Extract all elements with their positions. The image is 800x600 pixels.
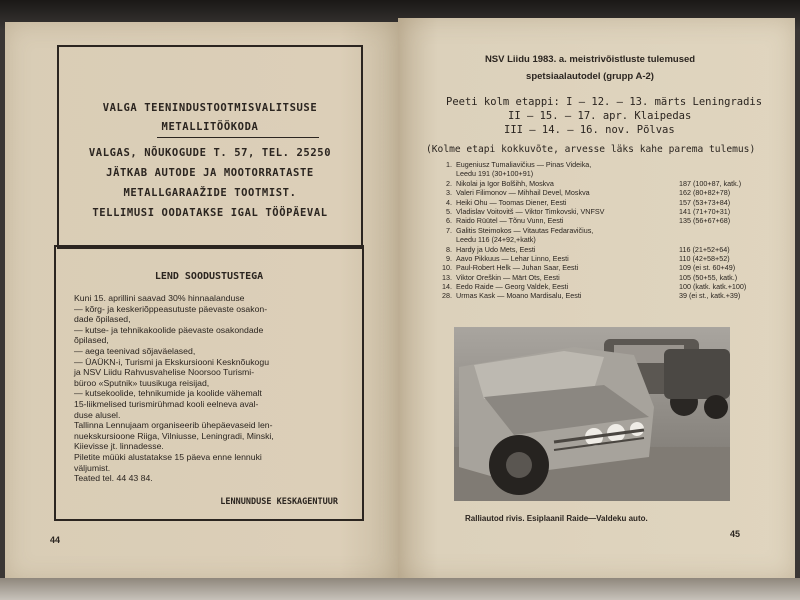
result-row [436, 273, 736, 282]
stages-list [446, 95, 762, 137]
result-crew: Paul-Robert Helk — Juhan Saar, Eesti [456, 263, 579, 273]
results-note: (Kolme etapi kokkuvõte, arvesse läks kahe parema tulemus) [426, 144, 756, 155]
result-place: 14. [442, 282, 452, 292]
result-crew: Leedu 191 (30+100+91) [456, 169, 534, 179]
ad2-body-line: väljumist. [74, 462, 111, 473]
results-title: NSV Liidu 1983. a. meistrivõistluste tulemused [484, 54, 696, 65]
result-crew: Aavo Pikkuus — Lehar Linno, Eesti [456, 253, 569, 263]
result-row [436, 160, 736, 169]
result-pts: 141 (71+70+31) [679, 206, 731, 216]
ad1-line-2: METALLITÖÖKODA [161, 121, 259, 133]
result-crew: Eugeniusz Tumaliavičius — Pinas Videika, [456, 160, 592, 169]
result-pts: 157 (53+73+84) [679, 197, 731, 207]
result-row [436, 291, 741, 301]
result-pts: 162 (80+82+78) [679, 188, 731, 198]
ad2-body-line: — kutsekoolide, tehnikumide ja koolide vähemalt [74, 388, 262, 399]
result-place: 8. [446, 244, 452, 254]
result-crew: Nikolai ja Igor Bolšihh, Moskva [456, 178, 554, 188]
result-row [436, 188, 736, 197]
valga-workshop-ad [57, 45, 363, 249]
result-crew: Raido Rüütel — Tõnu Vunn, Eesti [456, 216, 564, 226]
result-pts: 109 (ei st. 60+49) [679, 263, 736, 273]
ad2-body-line: nuekskursioone Riiga, Vilniusse, Leningradi, Minski, [74, 430, 274, 441]
result-pts: 110 (42+58+52) [679, 253, 730, 263]
table-surface [0, 578, 800, 600]
ad2-signature: LENNUNDUSE KESKAGENTUUR [220, 497, 338, 507]
stage-3: III — 14. — 16. nov. Põlvas [504, 124, 675, 136]
result-crew: Viktor Oreškin — Märt Ots, Eesti [456, 272, 560, 282]
result-crew: Eedo Raide — Georg Valdek, Eesti [456, 282, 569, 292]
result-pts: 187 (100+87, katk.) [679, 178, 742, 188]
result-place: 7. [446, 225, 452, 235]
ad2-body-line: — aega teenivad sõjaväelased, [74, 345, 196, 356]
ad2-body-line: 15-liikmelised turismirühmad kooli eelneva aval- [74, 398, 259, 409]
ad2-body-line: — ÜAÜKN-i, Turismi ja Ekskursiooni Kesknõukogu [74, 356, 270, 367]
result-place: 10. [442, 263, 452, 273]
result-pts: 39 (ei st., katk.+39) [679, 291, 741, 301]
ad2-body-line: — kõrg- ja keskeriõppeasutuste päevaste osakon- [74, 303, 268, 314]
result-crew: Valeri Filimonov — Mihhail Devel, Moskva [456, 188, 590, 198]
result-crew: Vladislav Voitovitš — Viktor Timkovski, VNFSV [456, 206, 605, 216]
ad2-body-line: ja NSV Liidu Rahvusvahelise Noorsoo Turismi- [74, 367, 255, 378]
result-pts: 116 (21+52+64) [679, 244, 730, 254]
ad1-line-4: JÄTKAB AUTODE JA MOOTORRATASTE [106, 167, 314, 179]
result-row [436, 178, 742, 188]
ad2-body-line: õpilased, [74, 335, 109, 346]
result-row [436, 226, 736, 235]
result-place: 6. [446, 216, 452, 226]
result-place: 1. [446, 160, 452, 169]
ad2-body-line: Teated tel. 44 43 84. [74, 473, 153, 484]
ad1-line-6: TELLIMUSI OODATAKSE IGAL TÖÖPÄEVAL [92, 207, 328, 219]
result-row [436, 282, 747, 292]
result-row [436, 169, 736, 178]
ad1-line-1: VALGA TEENINDUSTOOTMISVALITSUSE [102, 102, 318, 114]
result-crew: Hardy ja Udo Mets, Eesti [456, 244, 536, 254]
result-row [436, 198, 736, 207]
ad2-title: LEND SOODUSTUSTEGA [154, 271, 264, 282]
right-page-number: 45 [730, 529, 741, 539]
result-crew: Heiki Ohu — Toomas Diener, Eesti [456, 197, 567, 207]
ad1-divider [157, 137, 319, 138]
photo-caption: Ralliautod rivis. Esiplaanil Raide—Valdeku auto. [465, 514, 648, 523]
result-row [436, 245, 736, 254]
stage-2: II — 15. — 17. apr. Klaipedas [508, 110, 692, 122]
ad2-body-line: Kuni 15. aprillini saavad 30% hinnaalanduse [74, 293, 245, 303]
result-row [436, 254, 736, 263]
result-crew: Urmas Kask — Moano Mardisalu, Eesti [456, 291, 582, 301]
ad2-body-line: Tallinna Lennujaam organiseerib ühepäevaseid len- [74, 420, 273, 431]
result-place: 9. [446, 253, 452, 263]
result-place: 5. [446, 206, 452, 216]
ad2-body-line: — kutse- ja tehnikakoolide päevaste osakondade [74, 324, 264, 335]
ad2-body-line: Kiievisse jt. linnadesse. [74, 441, 164, 452]
result-place: 2. [446, 178, 452, 188]
ad1-line-3: VALGAS, NÕUKOGUDE T. 57, TEL. 25250 [88, 147, 332, 159]
result-pts: 105 (50+55, katk.) [679, 272, 738, 282]
ad2-body-line: büroo «Sputnik» tuusikuga reisijad, [74, 377, 210, 388]
rally-cars-photo [454, 327, 730, 501]
result-row [436, 263, 736, 272]
result-place: 28. [442, 291, 452, 301]
flight-discount-ad [54, 245, 364, 521]
result-crew: Galitis Steimokos — Vitautas Fedaravičius, [456, 225, 594, 235]
rally-cars-photo-drawing [454, 327, 730, 501]
result-pts: 100 (katk. katk.+100) [679, 282, 747, 292]
results-subtitle: spetsiaalautodel (grupp A-2) [526, 71, 654, 82]
ad2-body [74, 293, 349, 484]
result-row [436, 207, 736, 216]
result-pts: 135 (56+67+68) [679, 216, 731, 226]
ad2-body-line: dade õpilased, [74, 314, 131, 325]
ad2-body-line: Piletite müüki alustatakse 15 päeva enne lennuki [74, 451, 262, 462]
result-crew: Leedu 116 (24+92,+katk) [456, 235, 536, 245]
result-place: 3. [446, 188, 452, 198]
ad1-line-5: METALLGARAAŽIDE TOOTMIST. [123, 187, 297, 199]
stage-1: Peeti kolm etappi: I — 12. — 13. märts Leningradis [446, 96, 763, 108]
left-page-number: 44 [50, 535, 61, 545]
result-row [436, 235, 736, 244]
ad2-body-line: duse alusel. [74, 409, 121, 420]
result-place: 13. [442, 272, 452, 282]
result-row [436, 216, 736, 225]
results-table [436, 160, 747, 301]
result-place: 4. [446, 197, 452, 207]
